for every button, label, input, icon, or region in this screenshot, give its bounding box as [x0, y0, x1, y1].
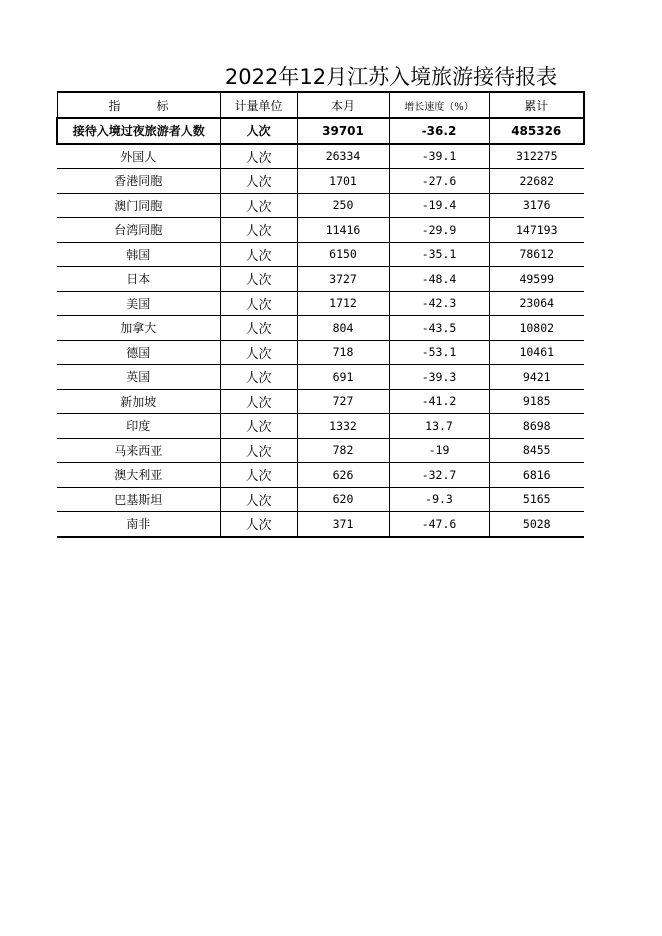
total-name: 接待入境过夜旅游者人数 [57, 118, 220, 144]
row-name: 澳门同胞 [57, 193, 220, 218]
row-cumulative: 147193 [489, 218, 584, 243]
header-row [57, 92, 584, 118]
row-growth: 13.7 [389, 414, 489, 439]
row-growth: -39.3 [389, 365, 489, 390]
row-month: 626 [297, 463, 389, 488]
row-growth: -32.7 [389, 463, 489, 488]
row-cumulative: 5165 [489, 487, 584, 512]
table-row [57, 193, 584, 218]
row-cumulative: 23064 [489, 291, 584, 316]
table-row [57, 463, 584, 488]
total-cumulative: 485326 [489, 118, 584, 144]
report-title: 2022年12月江苏入境旅游接待报表 [224, 65, 558, 89]
row-month: 620 [297, 487, 389, 512]
row-month: 691 [297, 365, 389, 390]
row-month: 1701 [297, 169, 389, 194]
row-unit: 人次 [220, 389, 297, 414]
row-growth: -47.6 [389, 512, 489, 537]
row-growth: -43.5 [389, 316, 489, 341]
row-name: 外国人 [57, 144, 220, 169]
row-unit: 人次 [220, 487, 297, 512]
row-cumulative: 49599 [489, 267, 584, 292]
table-row [57, 389, 584, 414]
header-growth: 增长速度（%） [389, 92, 489, 118]
row-cumulative: 5028 [489, 512, 584, 537]
row-growth: -35.1 [389, 242, 489, 267]
row-name: 美国 [57, 291, 220, 316]
row-name: 新加坡 [57, 389, 220, 414]
row-name: 香港同胞 [57, 169, 220, 194]
table-row [57, 340, 584, 365]
row-month: 782 [297, 438, 389, 463]
row-cumulative: 6816 [489, 463, 584, 488]
row-growth: -19 [389, 438, 489, 463]
header-month: 本月 [297, 92, 389, 118]
row-growth: -42.3 [389, 291, 489, 316]
row-unit: 人次 [220, 340, 297, 365]
row-name: 印度 [57, 414, 220, 439]
row-growth: -29.9 [389, 218, 489, 243]
table-row [57, 242, 584, 267]
row-cumulative: 312275 [489, 144, 584, 169]
row-unit: 人次 [220, 267, 297, 292]
row-cumulative: 78612 [489, 242, 584, 267]
table-row [57, 414, 584, 439]
table-row [57, 316, 584, 341]
row-month: 26334 [297, 144, 389, 169]
table-row [57, 512, 584, 537]
row-unit: 人次 [220, 193, 297, 218]
row-growth: -48.4 [389, 267, 489, 292]
row-cumulative: 10802 [489, 316, 584, 341]
row-growth: -39.1 [389, 144, 489, 169]
row-unit: 人次 [220, 414, 297, 439]
row-unit: 人次 [220, 242, 297, 267]
row-month: 6150 [297, 242, 389, 267]
table-row [57, 365, 584, 390]
report-table [56, 91, 585, 538]
row-cumulative: 22682 [489, 169, 584, 194]
row-name: 加拿大 [57, 316, 220, 341]
header-cumulative: 累计 [489, 92, 584, 118]
row-month: 1712 [297, 291, 389, 316]
table-row [57, 144, 584, 169]
row-month: 727 [297, 389, 389, 414]
row-unit: 人次 [220, 438, 297, 463]
row-unit: 人次 [220, 463, 297, 488]
row-growth: -41.2 [389, 389, 489, 414]
row-name: 德国 [57, 340, 220, 365]
row-cumulative: 8455 [489, 438, 584, 463]
row-name: 马来西亚 [57, 438, 220, 463]
row-name: 澳大利亚 [57, 463, 220, 488]
row-month: 371 [297, 512, 389, 537]
table-row [57, 169, 584, 194]
row-name: 英国 [57, 365, 220, 390]
row-growth: -19.4 [389, 193, 489, 218]
row-growth: -27.6 [389, 169, 489, 194]
row-cumulative: 10461 [489, 340, 584, 365]
row-name: 巴基斯坦 [57, 487, 220, 512]
table-row [57, 438, 584, 463]
row-unit: 人次 [220, 169, 297, 194]
row-growth: -53.1 [389, 340, 489, 365]
row-month: 1332 [297, 414, 389, 439]
total-unit: 人次 [220, 118, 297, 144]
table-row [57, 218, 584, 243]
table-row [57, 267, 584, 292]
header-indicator: 指 标 [57, 92, 220, 118]
row-month: 3727 [297, 267, 389, 292]
total-month: 39701 [297, 118, 389, 144]
row-name: 台湾同胞 [57, 218, 220, 243]
row-cumulative: 8698 [489, 414, 584, 439]
table-row [57, 291, 584, 316]
total-growth: -36.2 [389, 118, 489, 144]
row-name: 日本 [57, 267, 220, 292]
header-unit: 计量单位 [220, 92, 297, 118]
row-month: 250 [297, 193, 389, 218]
row-unit: 人次 [220, 291, 297, 316]
row-cumulative: 3176 [489, 193, 584, 218]
table-row [57, 487, 584, 512]
row-month: 804 [297, 316, 389, 341]
row-month: 718 [297, 340, 389, 365]
row-cumulative: 9185 [489, 389, 584, 414]
row-unit: 人次 [220, 316, 297, 341]
row-unit: 人次 [220, 365, 297, 390]
row-unit: 人次 [220, 144, 297, 169]
row-name: 南非 [57, 512, 220, 537]
row-growth: -9.3 [389, 487, 489, 512]
row-unit: 人次 [220, 218, 297, 243]
row-unit: 人次 [220, 512, 297, 537]
row-cumulative: 9421 [489, 365, 584, 390]
row-month: 11416 [297, 218, 389, 243]
total-row [57, 118, 584, 144]
row-name: 韩国 [57, 242, 220, 267]
